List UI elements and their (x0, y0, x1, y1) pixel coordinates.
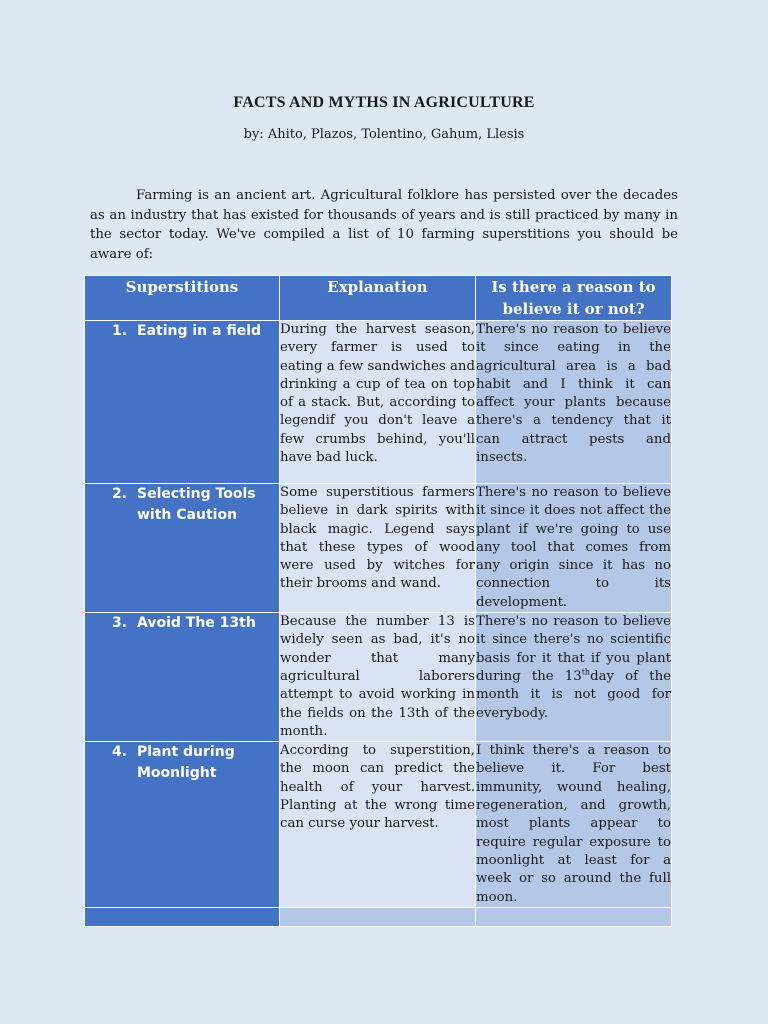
header-explanation: Explanation (280, 276, 476, 321)
row-number: 4. (111, 744, 127, 761)
row-number: 3. (111, 615, 127, 632)
superstition-name: Selecting Tools with Caution (137, 486, 256, 523)
document-title: FACTS AND MYTHS IN AGRICULTURE (233, 94, 535, 111)
reason-text-after: day of the month it is not good for everybody. (476, 668, 671, 721)
reason-cell (476, 613, 672, 742)
header-reason: Is there a reason to believe it or not? (476, 276, 672, 321)
row-number: 2. (111, 486, 127, 502)
empty-cell (85, 907, 280, 926)
explanation-cell: According to superstition, the moon can predict the health of your harvest. Planting at the wrong time can curse your harvest. (280, 742, 476, 908)
reason-cell: There's no reason to believe it since eating in the agricultural area is a bad habit and I think it can affect your plants because there's a tendency that it can attract pests and insects. (476, 321, 672, 484)
reason-cell: There's no reason to believe it since it does not affect the plant if we're going to use any tool that comes from any origin since it has no connection to its development. (476, 484, 672, 613)
superstition-cell (85, 742, 280, 908)
explanation-cell: Because the number 13 is widely seen as bad, it's no wonder that many agricultural laborers attempt to avoid working in the fields on the 13th of the month. (280, 613, 476, 742)
superstition-name: Avoid The 13th (137, 615, 256, 632)
explanation-cell: Some superstitious farmers believe in dark spirits with black magic. Legend says that these types of wood were used by witches for their brooms and wand. (280, 484, 476, 613)
table-row (85, 613, 672, 742)
superstition-name: Eating in a field (137, 323, 262, 339)
table-header-row (85, 276, 672, 321)
table-row (85, 321, 672, 484)
table-row (85, 484, 672, 613)
header-superstitions: Superstitions (85, 276, 280, 321)
row-number: 1. (111, 323, 127, 339)
superstition-cell (85, 484, 280, 613)
reason-text-before: There's no reason to believe it since there's no scientific basis for it that if you plant during the 13 (476, 614, 671, 684)
table-row (85, 742, 672, 908)
superstition-name: Plant during Moonlight (137, 744, 235, 782)
byline: by: Ahito, Plazos, Tolentino, Gahum, Llesis (243, 127, 525, 142)
superstitions-table (84, 275, 672, 927)
reason-superscript: th (581, 667, 591, 677)
empty-cell (476, 907, 672, 926)
superstition-cell (85, 613, 280, 742)
empty-cell (280, 907, 476, 926)
superstition-cell (85, 321, 280, 484)
explanation-cell: During the harvest season, every farmer is used to eating a few sandwiches and drinking a cup of tea on top of a stack. But, according to legendif you don't leave a few crumbs behind, you'll have bad luck. (280, 321, 476, 484)
reason-cell: I think there's a reason to believe it. For best immunity, wound healing, regeneration, and growth, most plants appear to require regular exposure to moonlight at least for a week or so around the full moon. (476, 742, 672, 908)
table-row-empty (85, 907, 672, 926)
intro-paragraph: Farming is an ancient art. Agricultural folklore has persisted over the decades as an industry that has existed for thousands of years and is still practiced by many in the sector today. We've compiled a list of 10 farming superstitions you should be aware of: (90, 188, 678, 262)
